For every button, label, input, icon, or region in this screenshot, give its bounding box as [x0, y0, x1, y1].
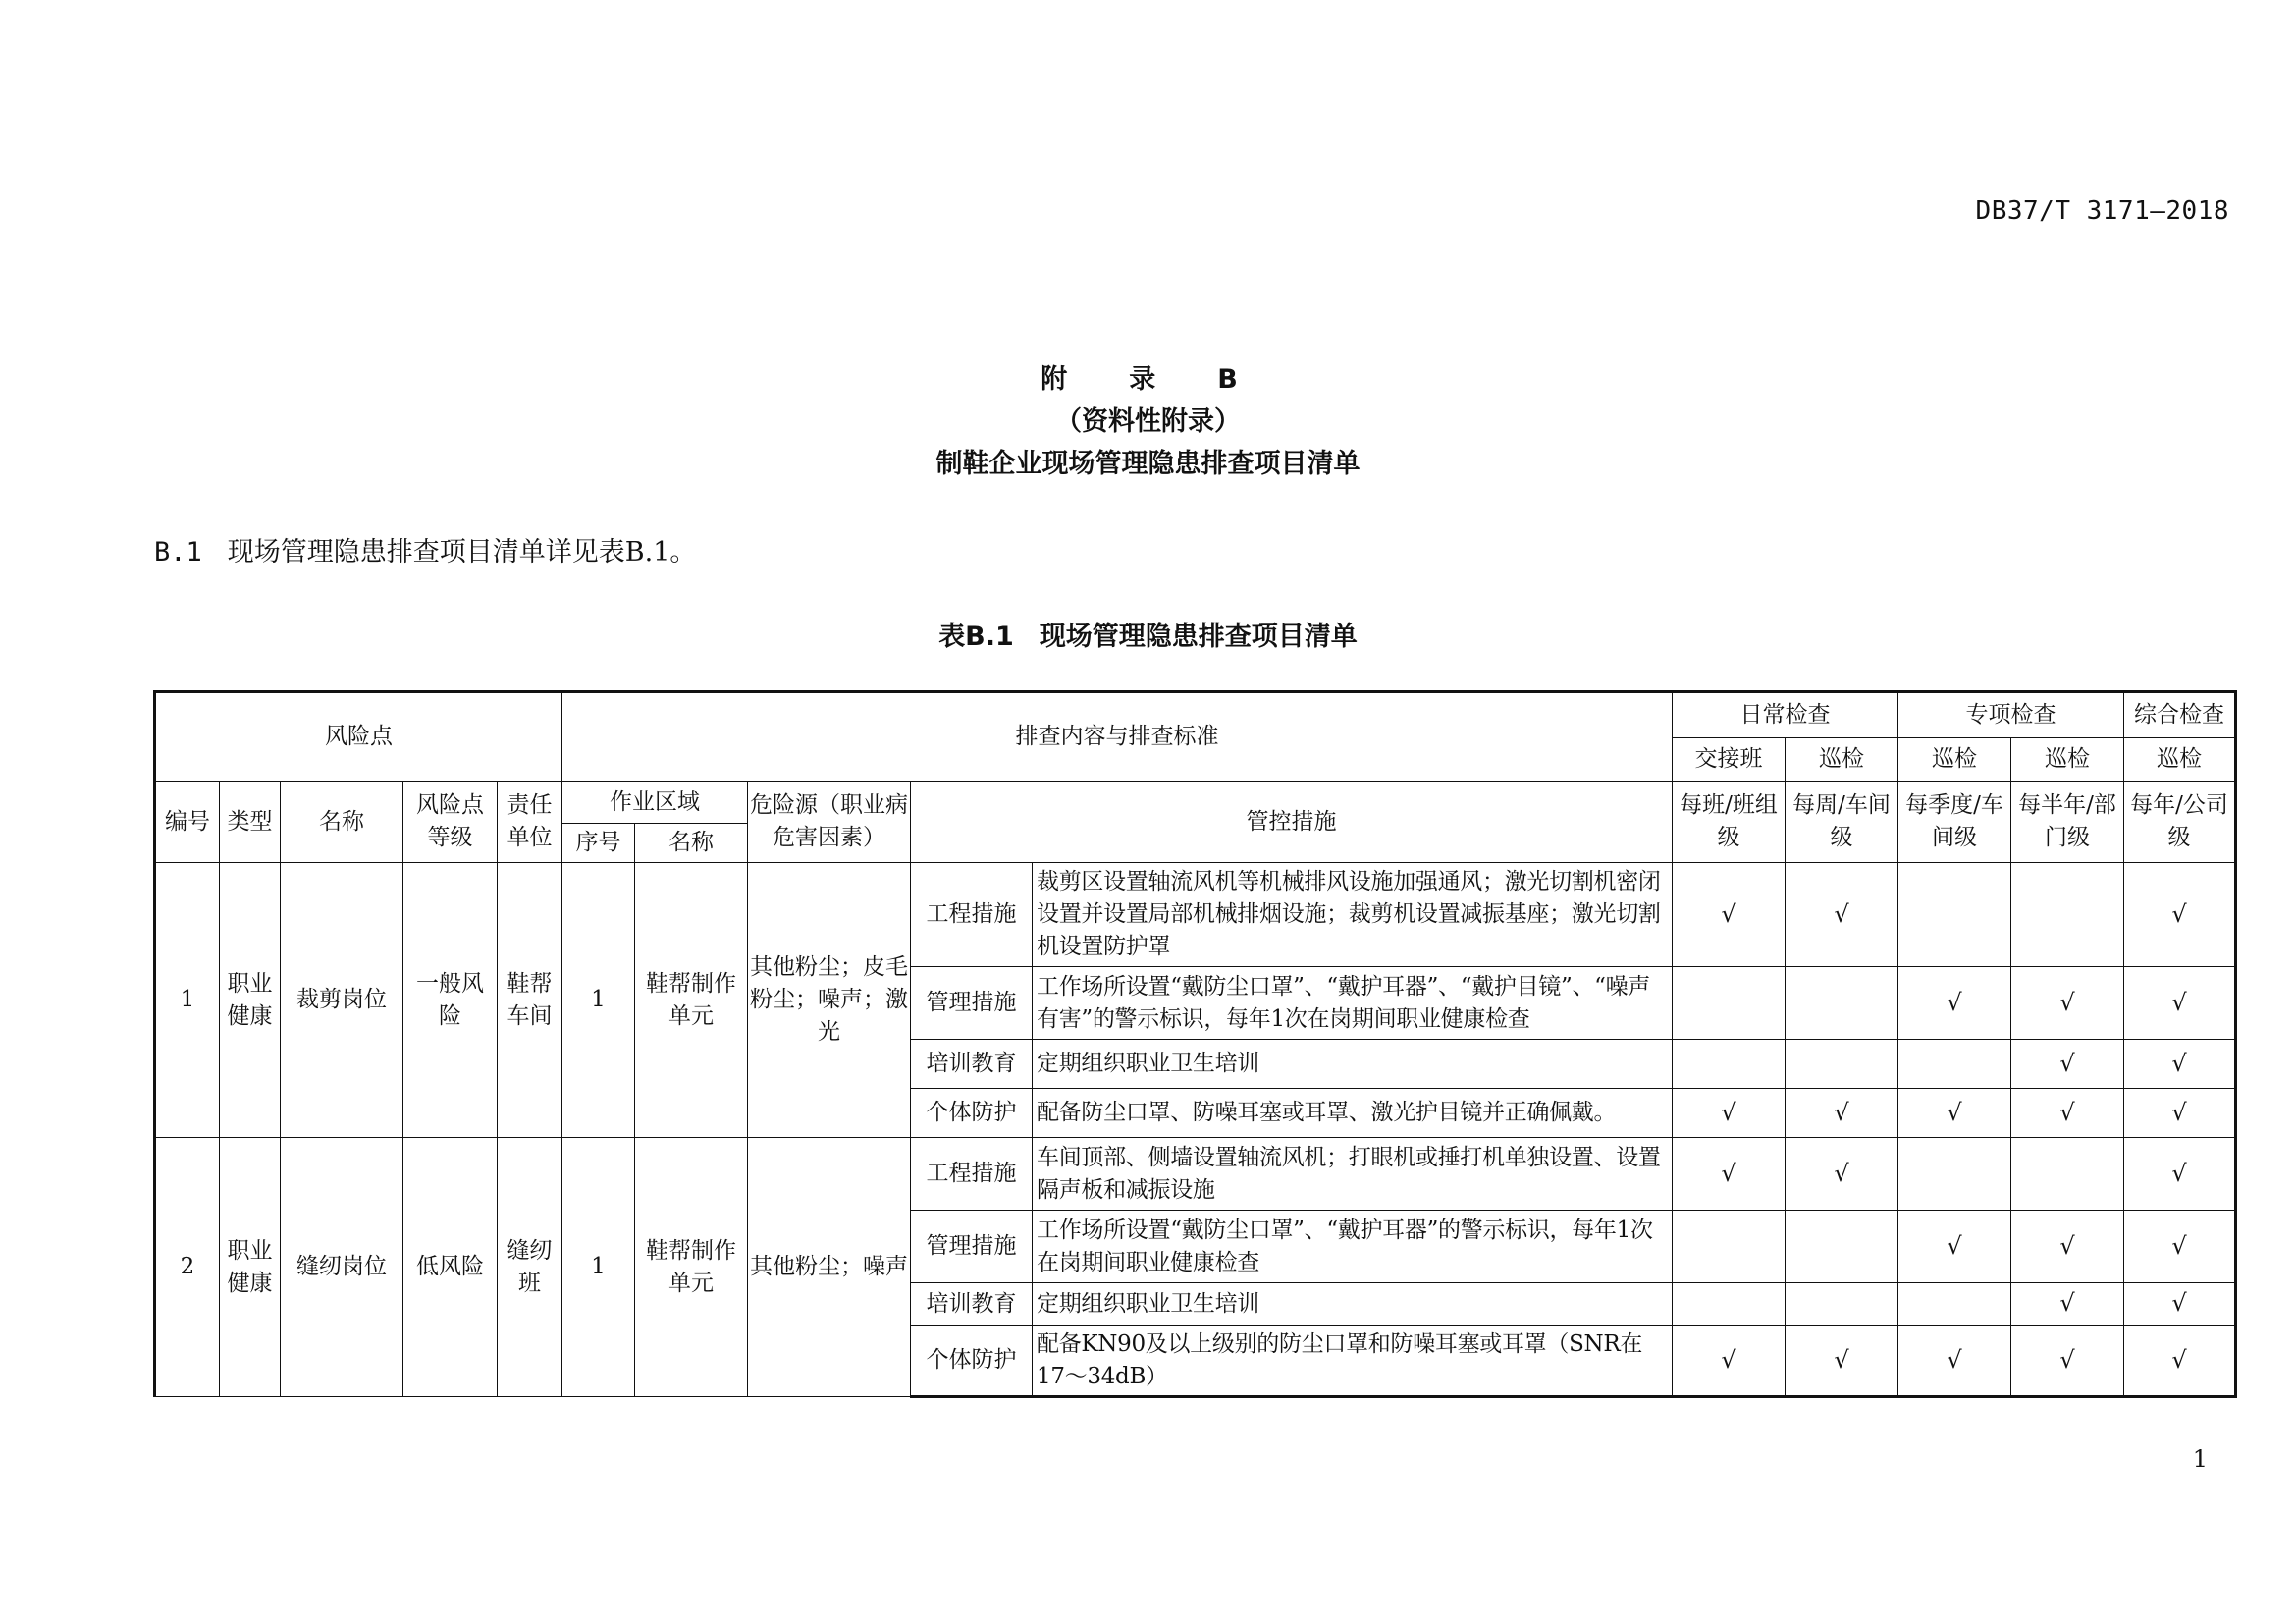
table-number: 表B.1 — [938, 622, 1014, 652]
row-name: 裁剪岗位 — [281, 863, 403, 1138]
measure-category: 个体防护 — [911, 1326, 1033, 1397]
header-patrol: 巡检 — [2011, 738, 2124, 782]
check-mark-icon: √ — [2059, 1098, 2075, 1126]
header-row-3 — [155, 782, 2236, 824]
clause-b1 — [154, 530, 696, 568]
measure-category: 培训教育 — [911, 1283, 1033, 1326]
header-comprehensive-check: 综合检查 — [2124, 692, 2236, 738]
check-mark-icon: √ — [2171, 988, 2187, 1016]
row-area-seq: 1 — [562, 863, 635, 1138]
row-responsible-unit: 缝纫班 — [498, 1138, 562, 1397]
check-mark-icon: √ — [2171, 1289, 2187, 1317]
check-mark-icon: √ — [2059, 1049, 2075, 1077]
table-caption — [0, 615, 2296, 653]
check-mark-icon: √ — [2059, 988, 2075, 1016]
check-cell — [2124, 1283, 2236, 1326]
check-cell — [1786, 1138, 1898, 1211]
table-title: 现场管理隐患排查项目清单 — [1039, 622, 1358, 652]
check-cell — [2011, 1040, 2124, 1089]
check-cell — [2011, 1138, 2124, 1211]
check-cell — [1898, 1089, 2011, 1138]
check-cell — [1786, 1211, 1898, 1283]
row-risk-level: 一般风险 — [403, 863, 498, 1138]
check-cell — [1673, 1326, 1786, 1397]
header-patrol: 巡检 — [1786, 738, 1898, 782]
row-responsible-unit: 鞋帮车间 — [498, 863, 562, 1138]
check-cell — [1673, 1089, 1786, 1138]
check-cell — [1898, 1283, 2011, 1326]
check-cell — [1786, 967, 1898, 1040]
appendix-title: 制鞋企业现场管理隐患排查项目清单 — [935, 449, 1361, 479]
measure-category: 管理措施 — [911, 1211, 1033, 1283]
row-area-name: 鞋帮制作单元 — [635, 1138, 748, 1397]
clause-number: B.1 — [154, 537, 202, 568]
measure-category: 个体防护 — [911, 1089, 1033, 1138]
check-cell — [2011, 1089, 2124, 1138]
check-mark-icon: √ — [1834, 1159, 1849, 1187]
measure-text: 配备防尘口罩、防噪耳塞或耳罩、激光护目镜并正确佩戴。 — [1033, 1089, 1673, 1138]
check-cell — [2011, 1283, 2124, 1326]
row-name: 缝纫岗位 — [281, 1138, 403, 1397]
header-frequency: 每年/公司级 — [2124, 782, 2236, 863]
check-cell — [1898, 967, 2011, 1040]
header-risk-level: 风险点等级 — [403, 782, 498, 863]
row-type: 职业健康 — [220, 863, 281, 1138]
header-control-measures: 管控措施 — [911, 782, 1673, 863]
measure-text: 工作场所设置“戴防尘口罩”、“戴护耳器”、“戴护目镜”、“噪声有害”的警示标识，每年1次在岗期间职业健康检查 — [1033, 967, 1673, 1040]
check-cell — [1673, 1283, 1786, 1326]
check-cell — [1673, 863, 1786, 967]
check-cell — [1898, 1040, 2011, 1089]
check-cell — [1673, 1040, 1786, 1089]
check-cell — [1786, 1283, 1898, 1326]
check-cell — [1786, 1040, 1898, 1089]
check-cell — [2124, 1089, 2236, 1138]
header-frequency: 每半年/部门级 — [2011, 782, 2124, 863]
check-mark-icon: √ — [2171, 1345, 2187, 1374]
check-cell — [1673, 1211, 1786, 1283]
check-mark-icon: √ — [1721, 899, 1736, 928]
row-area-seq: 1 — [562, 1138, 635, 1397]
row-risk-level: 低风险 — [403, 1138, 498, 1397]
header-frequency: 每周/车间级 — [1786, 782, 1898, 863]
measure-text: 定期组织职业卫生培训 — [1033, 1040, 1673, 1089]
check-cell — [1898, 863, 2011, 967]
measure-category: 管理措施 — [911, 967, 1033, 1040]
check-cell — [2011, 1326, 2124, 1397]
check-mark-icon: √ — [2171, 1159, 2187, 1187]
check-mark-icon: √ — [1721, 1345, 1736, 1374]
row-hazard: 其他粉尘；噪声 — [748, 1138, 911, 1397]
check-cell — [2011, 1211, 2124, 1283]
header-number: 编号 — [155, 782, 220, 863]
check-cell — [1673, 967, 1786, 1040]
hazard-checklist-table — [153, 690, 2237, 1398]
measure-text: 工作场所设置“戴防尘口罩”、“戴护耳器”的警示标识，每年1次在岗期间职业健康检查 — [1033, 1211, 1673, 1283]
measure-category: 工程措施 — [911, 863, 1033, 967]
check-cell — [2124, 967, 2236, 1040]
row-hazard: 其他粉尘；皮毛粉尘；噪声；激光 — [748, 863, 911, 1138]
check-mark-icon: √ — [1834, 899, 1849, 928]
check-cell — [2011, 967, 2124, 1040]
check-cell — [1898, 1138, 2011, 1211]
row-number: 1 — [155, 863, 220, 1138]
appendix-label: 附 录 B — [1041, 364, 1255, 395]
check-cell — [1898, 1211, 2011, 1283]
header-type: 类型 — [220, 782, 281, 863]
row-number: 2 — [155, 1138, 220, 1397]
check-mark-icon: √ — [1721, 1159, 1736, 1187]
header-daily-check: 日常检查 — [1673, 692, 1898, 738]
table-row — [155, 1138, 2236, 1211]
standard-code: DB37/T 3171—2018 — [1975, 196, 2229, 226]
check-mark-icon: √ — [1947, 1231, 1962, 1260]
row-area-name: 鞋帮制作单元 — [635, 863, 748, 1138]
header-patrol: 巡检 — [1898, 738, 2011, 782]
header-special-check: 专项检查 — [1898, 692, 2124, 738]
header-area-name: 名称 — [635, 824, 748, 863]
header-area-seq: 序号 — [562, 824, 635, 863]
check-mark-icon: √ — [1721, 1098, 1736, 1126]
header-shift-handover: 交接班 — [1673, 738, 1786, 782]
check-mark-icon: √ — [2059, 1345, 2075, 1374]
check-mark-icon: √ — [1834, 1098, 1849, 1126]
measure-category: 培训教育 — [911, 1040, 1033, 1089]
page-number: 1 — [2192, 1445, 2208, 1473]
header-work-area: 作业区域 — [562, 782, 748, 824]
header-frequency: 每班/班组级 — [1673, 782, 1786, 863]
check-cell — [1673, 1138, 1786, 1211]
header-content-standard: 排查内容与排查标准 — [562, 692, 1673, 782]
header-patrol: 巡检 — [2124, 738, 2236, 782]
header-risk-point: 风险点 — [155, 692, 562, 782]
check-mark-icon: √ — [1947, 1345, 1962, 1374]
measure-category: 工程措施 — [911, 1138, 1033, 1211]
header-row-1 — [155, 692, 2236, 738]
appendix-type: （资料性附录） — [1055, 406, 1241, 437]
check-cell — [2124, 1040, 2236, 1089]
check-cell — [2124, 1211, 2236, 1283]
header-responsible-unit: 责任单位 — [498, 782, 562, 863]
check-mark-icon: √ — [2171, 1049, 2187, 1077]
check-cell — [1786, 1089, 1898, 1138]
check-cell — [2124, 1138, 2236, 1211]
check-cell — [1786, 1326, 1898, 1397]
check-cell — [1786, 863, 1898, 967]
measure-text: 配备KN90及以上级别的防尘口罩和防噪耳塞或耳罩（SNR在17～34dB） — [1033, 1326, 1673, 1397]
header-name: 名称 — [281, 782, 403, 863]
header-frequency: 每季度/车间级 — [1898, 782, 2011, 863]
measure-text: 定期组织职业卫生培训 — [1033, 1283, 1673, 1326]
header-hazard-source: 危险源（职业病危害因素） — [748, 782, 911, 863]
check-mark-icon: √ — [1947, 988, 1962, 1016]
check-mark-icon: √ — [2059, 1231, 2075, 1260]
check-mark-icon: √ — [1947, 1098, 1962, 1126]
check-mark-icon: √ — [1834, 1345, 1849, 1374]
clause-text: 现场管理隐患排查项目清单详见表B.1。 — [227, 537, 697, 568]
check-cell — [1898, 1326, 2011, 1397]
check-mark-icon: √ — [2171, 899, 2187, 928]
row-type: 职业健康 — [220, 1138, 281, 1397]
check-mark-icon: √ — [2059, 1289, 2075, 1317]
check-mark-icon: √ — [2171, 1098, 2187, 1126]
measure-text: 裁剪区设置轴流风机等机械排风设施加强通风；激光切割机密闭设置并设置局部机械排烟设施；裁剪机设置减振基座；激光切割机设置防护罩 — [1033, 863, 1673, 967]
measure-text: 车间顶部、侧墙设置轴流风机；打眼机或捶打机单独设置、设置隔声板和减振设施 — [1033, 1138, 1673, 1211]
appendix-titles — [0, 358, 2296, 485]
check-cell — [2124, 1326, 2236, 1397]
table-row — [155, 863, 2236, 967]
check-cell — [2124, 863, 2236, 967]
check-cell — [2011, 863, 2124, 967]
check-mark-icon: √ — [2171, 1231, 2187, 1260]
